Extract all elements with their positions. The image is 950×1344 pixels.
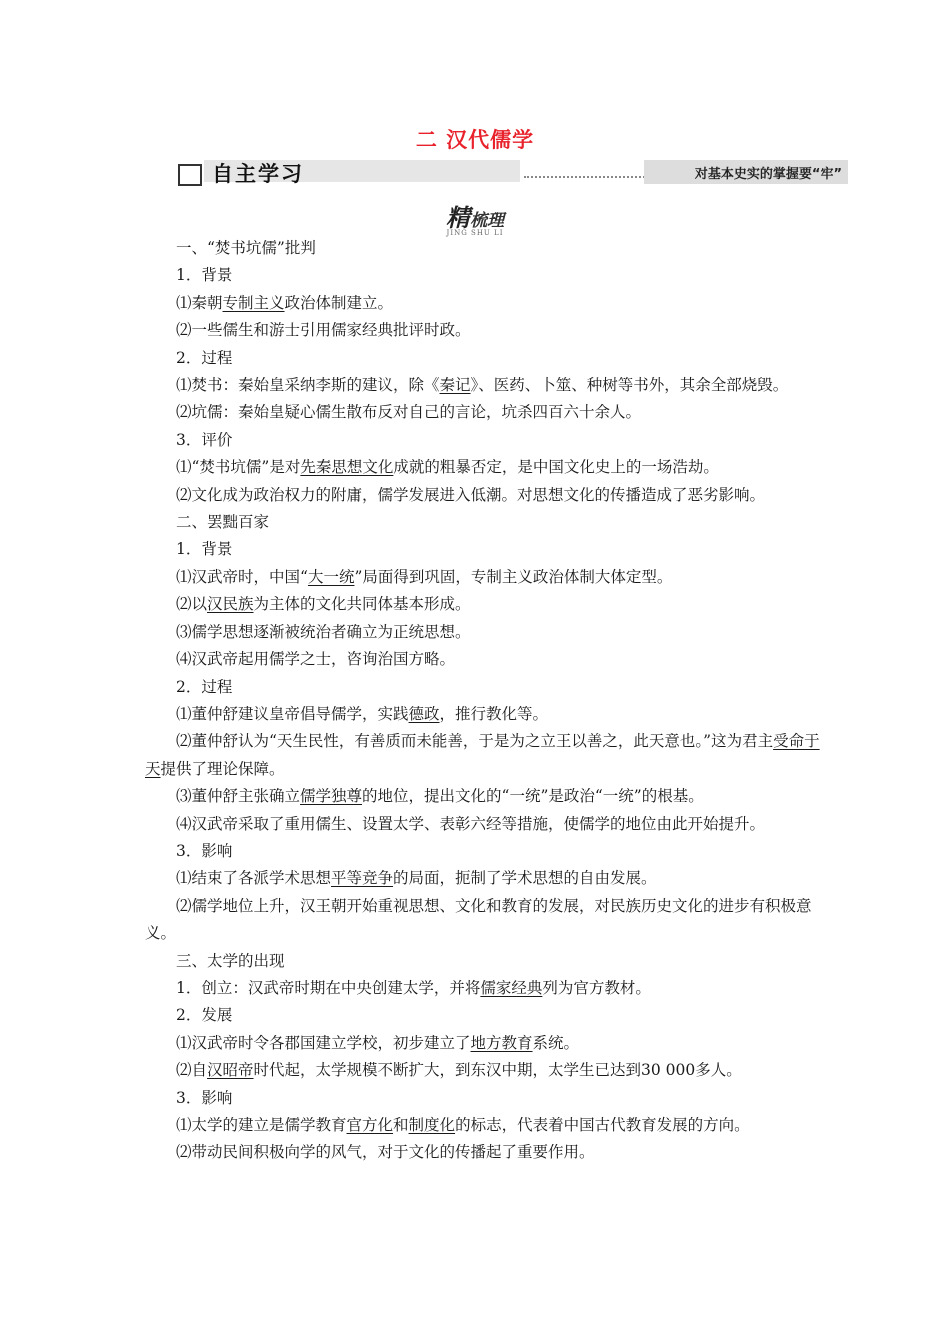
paragraph: ⑴太学的建立是儒学教育官方化和制度化的标志，代表着中国古代教育发展的方向。: [176, 1116, 750, 1134]
section-heading: 二、罢黜百家: [176, 513, 270, 532]
underlined-term: 官方化: [346, 1116, 394, 1134]
banner-label: 自主学习: [212, 162, 304, 186]
underlined-term: 专制主义: [222, 293, 285, 312]
section-heading: 三、太学的出现: [176, 951, 285, 970]
underlined-term: 平等竞争: [331, 869, 394, 888]
paragraph: ⑷汉武帝起用儒学之士，咨询治国方略。: [176, 650, 456, 669]
subheading-big-char: 精: [446, 203, 470, 232]
subheading-pinyin: JING SHU LI: [446, 229, 504, 237]
underlined-term: 儒家经典: [480, 978, 543, 997]
subheading: 1．背景: [176, 540, 233, 559]
underlined-term: 受命于天: [145, 732, 820, 778]
paragraph: ⑴结束了各派学术思想平等竞争的局面，扼制了学术思想的自由发展。: [176, 869, 657, 888]
underlined-term: 先秦思想文化: [300, 458, 394, 477]
paragraph: ⑵带动民间积极向学的风气，对于文化的传播起了重要作用。: [176, 1143, 595, 1162]
paragraph: ⑴汉武帝时令各郡国建立学校，初步建立了地方教育系统。: [176, 1033, 580, 1052]
subheading: 3．影响: [176, 841, 233, 860]
paragraph: ⑵儒学地位上升，汉王朝开始重视思想、文化和教育的发展，对民族历史文化的进步有积极意义。: [145, 896, 812, 943]
paragraph: ⑴焚书：秦始皇采纳李斯的建议，除《秦记》、医药、卜筮、种树等书外，其余全部烧毁。: [176, 376, 789, 395]
subheading: 3．评价: [176, 430, 233, 449]
subheading: 2．发展: [176, 1006, 233, 1025]
subheading: 2．过程: [176, 348, 233, 367]
underlined-term: 汉民族: [207, 595, 254, 614]
paragraph: ⑶儒学思想逐渐被统治者确立为正统思想。: [176, 622, 471, 641]
underlined-term: 大一统: [307, 567, 355, 586]
subheading: 1．背景: [176, 266, 233, 285]
paragraph: ⑶董仲舒主张确立儒学独尊的地位，提出文化的“一统”是政治“一统”的根基。: [176, 787, 704, 806]
paragraph: ⑵以汉民族为主体的文化共同体基本形成。: [176, 595, 471, 614]
paragraph: 1．创立：汉武帝时期在中央创建太学，并将儒家经典列为官方教材。: [176, 978, 651, 997]
section-heading: 一、“焚书坑儒”批判: [176, 239, 316, 257]
paragraph: ⑴秦朝专制主义政治体制建立。: [176, 293, 394, 312]
underlined-term: 秦记: [439, 376, 471, 395]
paragraph: ⑵自汉昭帝时代起，太学规模不断扩大，到东汉中期，太学生已达到30 000多人。: [176, 1061, 742, 1080]
paragraph: ⑷汉武帝采取了重用儒生、设置太学、表彰六经等措施，使儒学的地位由此开始提升。: [176, 814, 766, 833]
underlined-term: 制度化: [408, 1116, 456, 1134]
section-banner: [178, 158, 848, 186]
underlined-term: 德政: [408, 704, 440, 723]
banner-square-icon: [178, 164, 202, 186]
subheading: 3．影响: [176, 1088, 233, 1107]
underlined-term: 儒学独尊: [300, 787, 363, 806]
banner-tagline: 对基本史实的掌握要“牢”: [694, 167, 842, 182]
subheading: 2．过程: [176, 677, 233, 696]
paragraph: ⑵文化成为政治权力的附庸，儒学发展进入低潮。对思想文化的传播造成了恶劣影响。: [176, 485, 766, 504]
underlined-term: 汉昭帝: [207, 1061, 254, 1080]
paragraph: ⑵坑儒：秦始皇疑心儒生散布反对自己的言论，坑杀四百六十余人。: [176, 403, 642, 422]
subheading-rest: 梳理: [470, 211, 504, 231]
subheading-logo: [0, 198, 950, 237]
paragraph: ⑵一些儒生和游士引用儒家经典批评时政。: [176, 321, 471, 340]
document-body: [145, 235, 820, 1167]
paragraph: ⑴董仲舒建议皇帝倡导儒学，实践德政，推行教化等。: [176, 704, 549, 723]
paragraph: ⑴“焚书坑儒”是对先秦思想文化成就的粗暴否定，是中国文化史上的一场浩劫。: [176, 458, 719, 477]
paragraph: ⑴汉武帝时，中国“大一统”局面得到巩固，专制主义政治体制大体定型。: [176, 567, 673, 586]
paragraph: ⑵董仲舒认为“天生民性，有善质而未能善，于是为之立王以善之，此天意也。”这为君主受命于天提供了理论保障。: [145, 732, 820, 778]
page-title: 二 汉代儒学: [415, 128, 535, 152]
underlined-term: 地方教育: [470, 1033, 533, 1052]
